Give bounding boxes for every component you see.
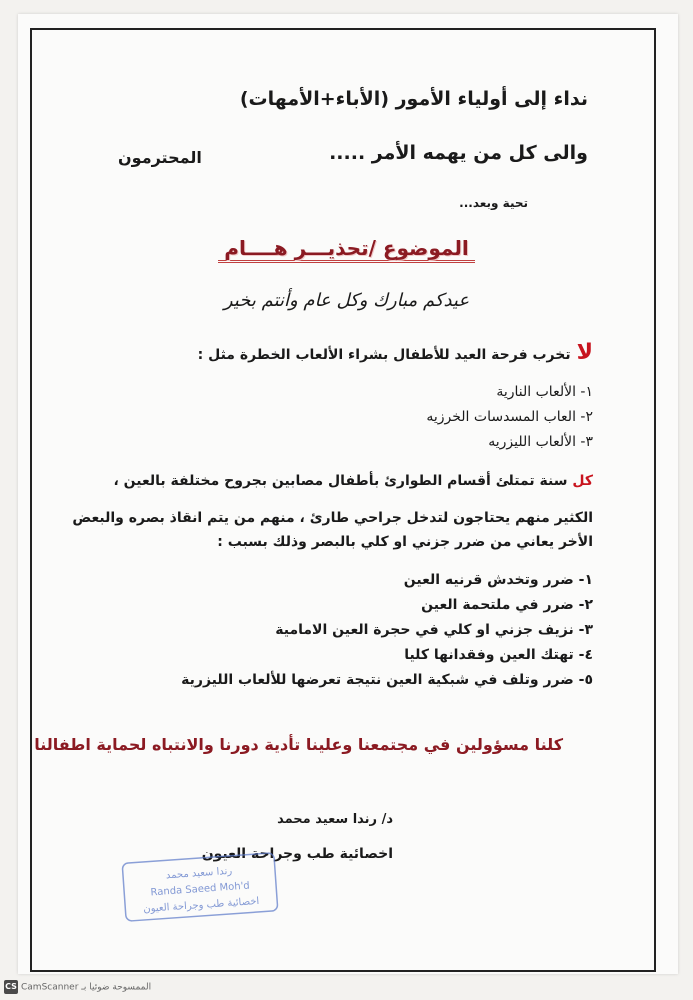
signature-title: اخصائية طب وجراحة العيون <box>201 846 393 862</box>
list-item: ١- الألعاب النارية <box>496 384 593 400</box>
eid-wishes: عيدكم مبارك وكل عام وأنتم بخير <box>223 290 470 311</box>
list-item: ٣- الألعاب الليزريه <box>488 434 593 450</box>
yearly-prefix: كل <box>572 473 593 489</box>
document-border <box>30 28 656 972</box>
doctor-stamp <box>120 852 280 922</box>
list-item: ١- ضرر وتخدش قرنيه العين <box>403 572 593 588</box>
closing-statement: كلنا مسؤولين في مجتمعنا وعلينا تأدية دورنا والانتباه لحماية اطفالنا <box>34 735 563 754</box>
stamp-line: اخصائية طب وجراحة العيون <box>142 895 260 915</box>
list-item: ٢- ضرر في ملتحمة العين <box>421 597 593 613</box>
no-mark: لا <box>576 340 593 365</box>
paragraph-line: الكثير منهم يحتاجون لتدخل جراحي طارئ ، منهم من يتم انقاذ بصره والبعض <box>72 510 593 526</box>
warning-line <box>198 340 593 365</box>
scanner-watermark <box>4 980 151 994</box>
scanned-with-label: الممسوحة ضوئيا بـ <box>81 982 152 993</box>
stamp-line: Randa Saeed Moh'd <box>150 880 251 899</box>
paragraph-line: الأخر يعاني من ضرر جزني او كلي بالبصر وذلك بسبب : <box>217 534 593 550</box>
subject-text: الموضوع /تحذيـــر هــــام <box>218 236 474 263</box>
stamp-line: رندا سعيد محمد <box>165 865 233 882</box>
letter-heading: نداء إلى أولياء الأمور (الأباء+الأمهات) <box>239 88 588 110</box>
letter-addressee: والى كل من يهمه الأمر ..... <box>329 142 588 164</box>
camscanner-logo-icon: CS <box>4 980 18 994</box>
camscanner-label: CamScanner <box>21 982 79 993</box>
subject-line <box>0 236 693 260</box>
yearly-statement <box>113 473 593 489</box>
list-item: ٢- العاب المسدسات الخرزيه <box>426 409 593 425</box>
greeting: تحية وبعد... <box>459 196 528 210</box>
list-item: ٤- تهتك العين وفقدانها كليا <box>404 647 593 663</box>
warning-text: تخرب فرحة العيد للأطفال بشراء الألعاب الخطرة مثل : <box>197 347 571 363</box>
signature-name: د/ رندا سعيد محمد <box>277 812 393 827</box>
yearly-text: سنة تمتلئ أقسام الطوارئ بأطفال مصابين بجروح مختلفة بالعين ، <box>113 473 568 489</box>
list-item: ٣- نزيف جزني او كلي في حجرة العين الامامية <box>275 622 593 638</box>
list-item: ٥- ضرر وتلف في شبكية العين نتيجة تعرضها للألعاب الليزرية <box>181 672 593 688</box>
respected-label: المحترمون <box>118 148 202 167</box>
